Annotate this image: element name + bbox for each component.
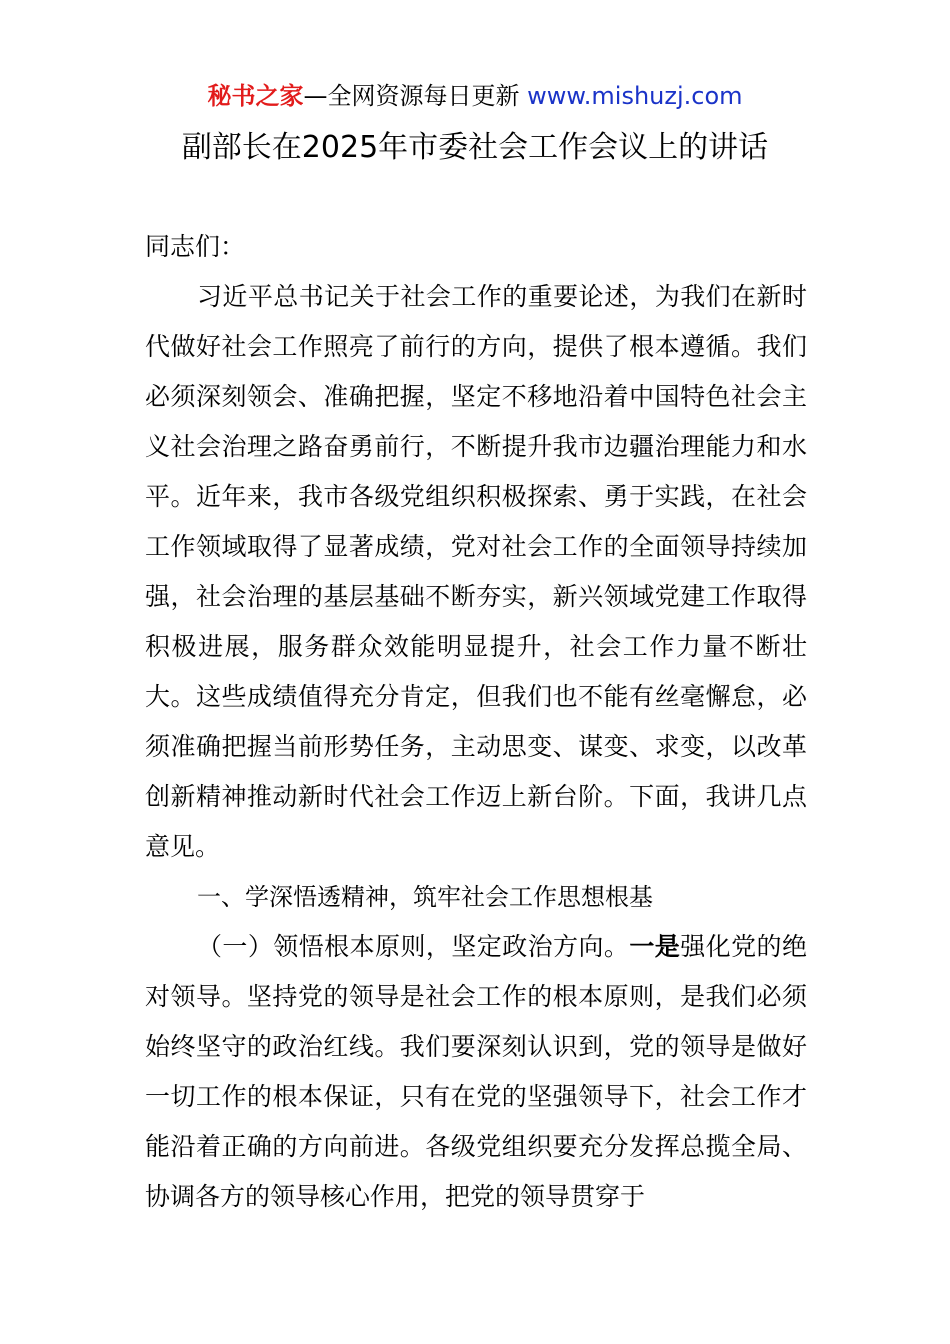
document-body — [145, 222, 807, 1222]
site-url[interactable]: www.mishuzj.com — [527, 82, 743, 110]
emphasis-marker: 一是 — [629, 932, 681, 961]
paragraph — [145, 922, 807, 1222]
paragraph: 习近平总书记关于社会工作的重要论述，为我们在新时代做好社会工作照亮了前行的方向，提供了根本遵循。我们必须深刻领会、准确把握，坚定不移地沿着中国特色社会主义社会治理之路奋勇前行，不断提升我市边疆治理能力和水平。近年来，我市各级党组织积极探索、勇于实践，在社会工作领域取得了显著成绩，党对社会工作的全面领导持续加强，社会治理的基层基础不断夯实，新兴领域党建工作取得积极进展，服务群众效能明显提升，社会工作力量不断壮大。这些成绩值得充分肯定，但我们也不能有丝毫懈怠，必须准确把握当前形势任务，主动思变、谋变、求变，以改革创新精神推动新时代社会工作迈上新台阶。下面，我讲几点意见。 — [145, 282, 807, 861]
site-banner — [0, 80, 950, 112]
section-heading: 一、学深悟透精神，筑牢社会工作思想根基 — [197, 883, 653, 911]
banner-tagline: —全网资源每日更新 — [303, 82, 520, 110]
subsection-lead: （一）领悟根本原则，坚定政治方向。 — [197, 932, 630, 961]
brand-name: 秘书之家 — [207, 82, 304, 110]
document-title: 副部长在2025年市委社会工作会议上的讲话 — [181, 130, 769, 165]
salutation: 同志们： — [145, 232, 246, 261]
paragraph-text: 强化党的绝对领导。坚持党的领导是社会工作的根本原则，是我们必须始终坚守的政治红线。我们要深刻认识到，党的领导是做好一切工作的根本保证，只有在党的坚强领导下，社会工作才能沿着正确的方向前进。各级党组织要充分发挥总揽全局、协调各方的领导核心作用，把党的领导贯穿于 — [145, 932, 807, 1211]
